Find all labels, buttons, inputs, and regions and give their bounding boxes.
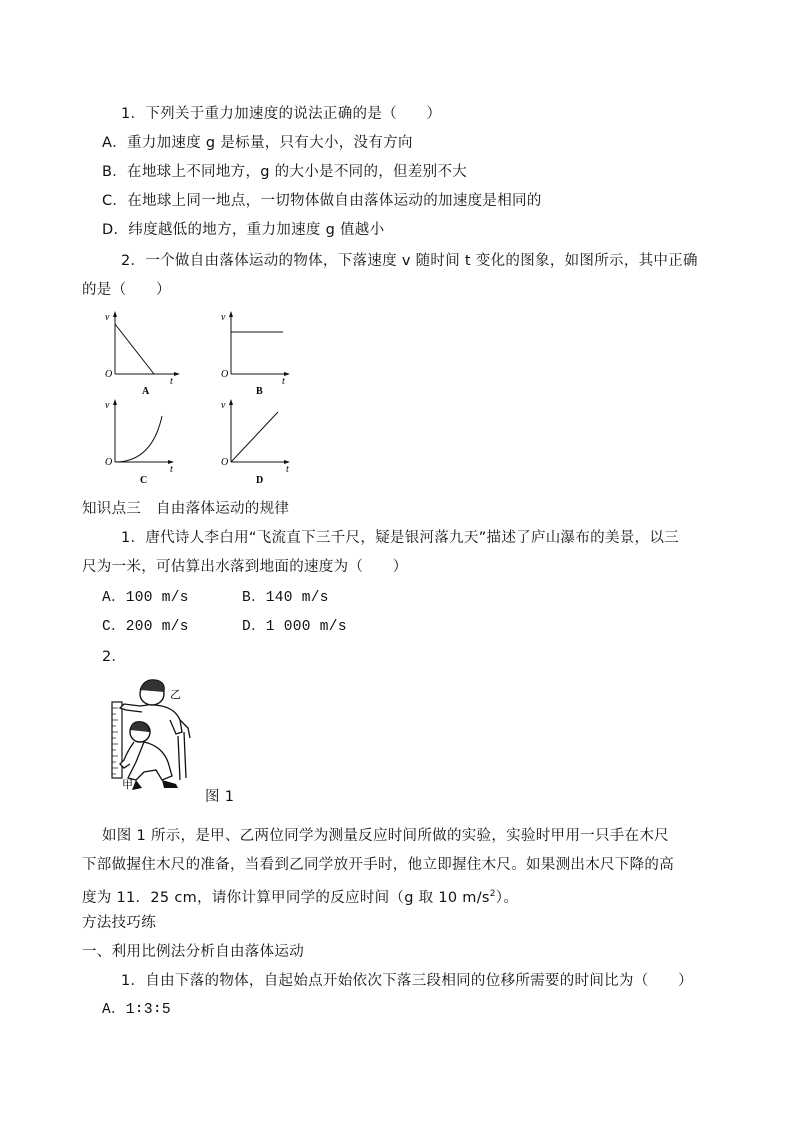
section-heading-method: 方法技巧练	[82, 915, 156, 931]
s2-q2-text-line3-sup: 2	[489, 889, 496, 899]
label-jia: 甲	[122, 778, 133, 791]
graph-c-origin: O	[105, 457, 113, 468]
s2-q2-text-line3-pre: 度为 11．25 cm，请你计算甲同学的反应时间（g 取 10 m/s	[82, 889, 490, 906]
graph-c-v-label: v	[105, 400, 110, 411]
label-yi: 乙	[170, 688, 181, 701]
q1-option-a: A．重力加速度 g 是标量，只有大小，没有方向	[102, 135, 413, 151]
s3-q1-option-a: A．1∶3∶5	[102, 1002, 171, 1018]
graph-d-origin: O	[221, 457, 229, 468]
section-subheading-ratio: 一、利用比例法分析自由落体运动	[82, 944, 304, 960]
graph-d-t-label: t	[286, 464, 289, 475]
graph-b-t-label: t	[282, 376, 285, 387]
s2-q2-text-line3-post: ）。	[495, 889, 519, 906]
graph-a-v-label: v	[105, 312, 110, 323]
s3-q1-stem: 1．自由下落的物体，自起始点开始依次下落三段相同的位移所需要的时间比为（ ）	[121, 973, 693, 989]
graph-a-t-label: t	[170, 376, 173, 387]
s2-q1-option-c: C．200 m/s	[102, 619, 189, 635]
q1-option-c: C．在地球上同一地点，一切物体做自由落体运动的加速度是相同的	[102, 193, 542, 209]
graph-b-origin: O	[221, 369, 229, 380]
graph-b	[216, 310, 301, 400]
s2-q1-option-b: B．140 m/s	[242, 590, 329, 606]
graph-c-t-label: t	[170, 464, 173, 475]
graph-d	[216, 398, 301, 490]
s2-q1-option-a: A．100 m/s	[102, 590, 189, 606]
s2-q2-number: 2．	[102, 649, 127, 665]
graph-b-caption: B	[256, 386, 263, 397]
q1-option-d: D．纬度越低的地方，重力加速度 g 值越小	[102, 222, 385, 238]
section-heading-free-fall-law: 知识点三 自由落体运动的规律	[82, 501, 290, 517]
graph-c	[100, 398, 185, 490]
s2-q1-stem-line1: 1．唐代诗人李白用“飞流直下三千尺，疑是银河落九天”描述了庐山瀑布的美景，以三	[121, 530, 679, 546]
graph-c-caption: C	[140, 475, 148, 486]
q2-stem-line2: 的是（ ）	[82, 282, 171, 298]
graph-b-v-label: v	[221, 312, 226, 323]
graph-d-v-label: v	[221, 400, 226, 411]
s2-q2-text-line2: 下部做握住木尺的准备，当看到乙同学放开手时，他立即握住木尺。如果测出木尺下降的高	[82, 857, 674, 873]
q1-stem: 1．下列关于重力加速度的说法正确的是（ ）	[121, 106, 442, 122]
reaction-time-figure	[104, 676, 204, 798]
s2-q1-option-d: D．1 000 m/s	[242, 619, 347, 635]
s2-q1-stem-line2: 尺为一米，可估算出水落到地面的速度为（ ）	[82, 559, 408, 575]
figure-1-caption: 图 1	[205, 789, 235, 805]
graph-a	[100, 310, 185, 400]
s2-q2-text-line3	[82, 884, 518, 908]
q1-option-b: B．在地球上不同地方，g 的大小是不同的，但差别不大	[102, 164, 468, 180]
q2-stem-line1: 2．一个做自由落体运动的物体，下落速度 v 随时间 t 变化的图象，如图所示，其中正确	[121, 253, 698, 269]
graph-a-caption: A	[142, 386, 150, 397]
graph-a-origin: O	[105, 369, 113, 380]
graph-d-caption: D	[256, 475, 264, 486]
s2-q2-text-line1: 如图 1 所示，是甲、乙两位同学为测量反应时间所做的实验，实验时甲用一只手在木尺	[102, 828, 669, 844]
